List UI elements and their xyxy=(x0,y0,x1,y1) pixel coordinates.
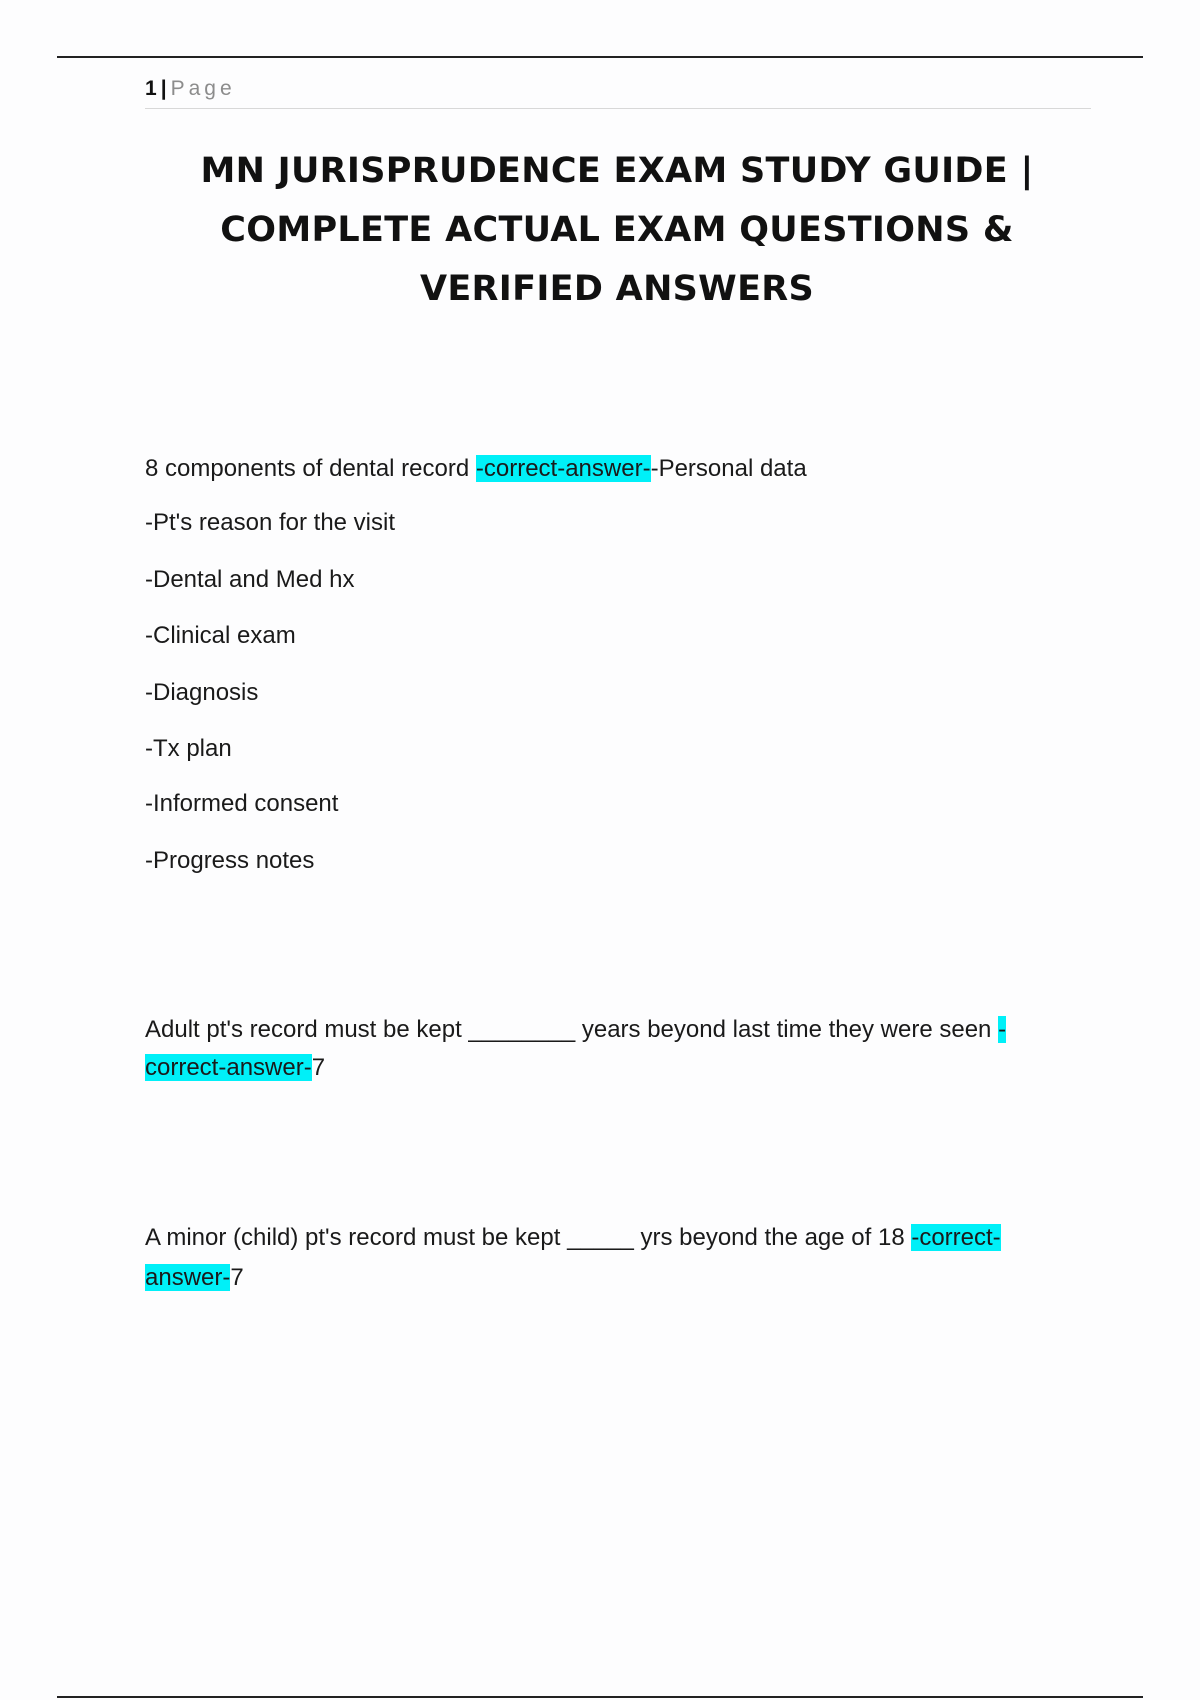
qa-2-answer: 7 xyxy=(311,1054,326,1081)
qa-3-question-line xyxy=(145,1222,1001,1254)
qa-1-question: 8 components of dental record xyxy=(145,455,476,482)
qa-1-answer-item: -Pt's reason for the visit xyxy=(145,509,396,536)
page-header xyxy=(145,74,1091,109)
qa-2-answer-marker-end: correct-answer- xyxy=(145,1054,312,1081)
qa-1-question-line xyxy=(145,453,807,485)
page-word: Page xyxy=(170,77,236,100)
page-number: 1 xyxy=(145,77,157,100)
qa-1-answer-item: -Diagnosis xyxy=(145,679,259,706)
qa-2-question-line xyxy=(145,1014,1006,1046)
title-line-1: MN JURISPRUDENCE EXAM STUDY GUIDE | xyxy=(200,151,1034,191)
document-title xyxy=(120,142,1114,319)
title-line-3: VERIFIED ANSWERS xyxy=(419,269,815,309)
qa-2-answer-marker-start: - xyxy=(998,1016,1007,1043)
title-line-2: COMPLETE ACTUAL EXAM QUESTIONS & xyxy=(220,210,1014,250)
page-separator: | xyxy=(160,77,167,100)
qa-1-answer-item: -Dental and Med hx xyxy=(145,566,355,593)
qa-3-answer: 7 xyxy=(230,1264,244,1291)
qa-2-answer-line xyxy=(145,1052,325,1084)
qa-3-answer-marker-end: answer- xyxy=(145,1264,231,1291)
qa-3-question: A minor (child) pt's record must be kept _____ yrs beyond the age of 18 xyxy=(145,1224,912,1251)
qa-1-answer-item: -Clinical exam xyxy=(145,622,296,649)
qa-3-answer-line xyxy=(145,1262,244,1294)
qa-2-question: Adult pt's record must be kept ________ years beyond last time they were seen xyxy=(145,1016,999,1043)
top-rule xyxy=(57,56,1143,58)
qa-1-answer-item: -Tx plan xyxy=(145,735,232,762)
qa-1-answer-marker: -correct-answer- xyxy=(475,455,651,482)
bottom-rule xyxy=(57,1696,1143,1698)
qa-1-answer-first: -Personal data xyxy=(650,455,807,482)
qa-1-answer-item: -Progress notes xyxy=(145,847,315,874)
qa-1-answer-item: -Informed consent xyxy=(145,790,339,817)
qa-3-answer-marker-start: -correct- xyxy=(911,1224,1001,1251)
